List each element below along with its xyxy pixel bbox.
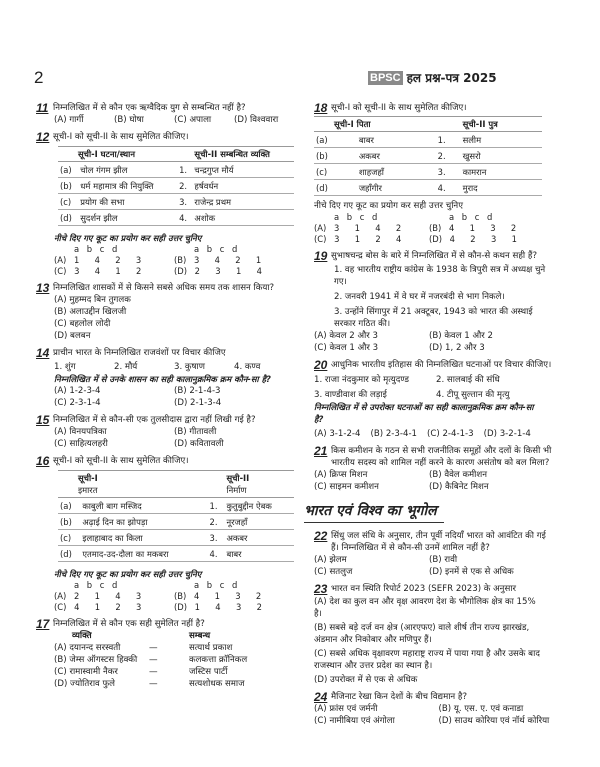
option-c: (C) 2-3-1-4 bbox=[54, 398, 101, 408]
option-c: (C) साइमन कमीशन bbox=[314, 482, 379, 492]
option-a: (A) केवल 2 और 3 bbox=[314, 331, 378, 341]
page-number: 2 bbox=[34, 68, 44, 87]
answer-key: a b c d a b c d (A) 1 4 2 3 (B) 3 4 2 1 (C) 3 4 1 2 (D) 2 3 1 4 bbox=[36, 244, 294, 277]
option-b: (B) 3 4 2 1 bbox=[174, 255, 262, 265]
option-a: (A) 1 4 2 3 bbox=[54, 255, 142, 265]
question-text: निम्नलिखित में से कौन एक ऋग्वैदिक युग से सम्बन्धित नहीं है? bbox=[53, 103, 246, 113]
section-heading: भारत एवं विश्व का भूगोल bbox=[304, 502, 444, 523]
option-a: (A) गार्गी bbox=[54, 115, 84, 125]
option-a: (A) देश का कुल वन और वृक्ष आवरण देश के भौगोलिक क्षेत्र का 15% है। bbox=[314, 597, 536, 619]
question-13 bbox=[36, 282, 294, 342]
option-d: (D) विश्ववारा bbox=[234, 115, 279, 125]
answer-key: a b c d a b c d (A) 2 1 4 3 (B) 4 1 3 2 (C) 4 1 2 3 (D) 1 4 3 2 bbox=[36, 580, 294, 613]
question-text: सूची-I को सूची-II के साथ सुमेलित कीजिए। bbox=[53, 456, 189, 466]
option-b: (B) सबसे बड़े दर्ज वन क्षेत्र (आरएफए) वाले शीर्ष तीन राज्य झारखंड, अंडमान और निकोबार और मणिपुर हैं। bbox=[314, 623, 530, 645]
option-b: (B) 4 1 3 2 bbox=[429, 223, 517, 233]
table-row: (b) धर्म महामात्र की नियुक्ति 2. हर्षवर्धन bbox=[58, 178, 294, 194]
sub-question: निम्नलिखित में से उनके शासन का सही कालानुक्रमिक क्रम कौन-सा है? bbox=[54, 374, 271, 384]
statement: 3. उन्होंने सिंगापुर में 21 अक्टूबर, 1943 को भारत की अस्थाई सरकार गठित की। bbox=[334, 307, 533, 329]
table-row: (a) काबुली बाग मस्जिद 1. कुतुबुद्दीन ऐबक bbox=[58, 498, 294, 514]
option-c: (C) नामीबिया एवं अंगोला bbox=[314, 716, 395, 726]
running-header bbox=[368, 70, 497, 86]
option-d: (D) 1 4 3 2 bbox=[174, 602, 262, 612]
question-text: किस कमीशन के गठन से सभी राजनीतिक समूहों और दलों के किसी भी भारतीय सदस्य को शामिल नहीं करने के कारण असंतोष को बल मिला? bbox=[331, 446, 552, 468]
question-18 bbox=[314, 102, 576, 245]
option-d: (D) साउथ कोरिया एवं नॉर्थ कोरिया bbox=[438, 716, 550, 726]
column-header: सूची-II पुत्र bbox=[461, 117, 542, 132]
option-b: (B) घोषा bbox=[114, 115, 144, 125]
question-number: 24 bbox=[314, 690, 328, 704]
question-20 bbox=[314, 359, 576, 440]
column-header: व्यक्ति bbox=[72, 631, 92, 641]
option-d: (D) 4 2 3 1 bbox=[429, 234, 517, 244]
table-row: (a) बाबर 1. सलीम bbox=[314, 132, 542, 148]
question-text: मैजिनाट रेखा किन देशों के बीच विद्यमान है? bbox=[331, 692, 468, 702]
table-row: (b) अढ़ाई दिन का झोपड़ा 2. नूरजहाँ bbox=[58, 514, 294, 530]
question-number: 20 bbox=[314, 358, 328, 372]
question-text: आधुनिक भारतीय इतिहास की निम्नलिखित घटनाओं पर विचार कीजिए। bbox=[331, 360, 552, 370]
option-b: (B) 4 1 3 2 bbox=[174, 591, 262, 601]
question-number: 21 bbox=[314, 444, 328, 458]
option-d: (D) कवितावली bbox=[174, 439, 224, 449]
question-text: सूची-I को सूची-II के साथ सुमेलित कीजिए। bbox=[331, 103, 467, 113]
question-text: सुभाषचन्द्र बोस के बारे में निम्नलिखित में से कौन-से कथन सही हैं? bbox=[331, 251, 538, 261]
option-a: (A) 1-2-3-4 bbox=[54, 386, 101, 396]
option-c: (C) रामास्वामी नैकर — जस्टिस पार्टी bbox=[54, 667, 228, 677]
question-text: प्राचीन भारत के निम्नलिखित राजवंशों पर विचार कीजिए bbox=[53, 348, 226, 358]
statement: 2. जनवरी 1941 में वे घर में नजरबंदी से भाग निकले। bbox=[334, 292, 505, 302]
option-c: (C) 2-4-1-3 bbox=[427, 429, 474, 439]
option-b: (B) यू. एस. ए. एवं कनाडा bbox=[438, 704, 524, 714]
option-b: (B) गीतावली bbox=[174, 427, 217, 437]
option-d: (D) उपरोक्त में से एक से अधिक bbox=[314, 675, 418, 685]
column-header: सूची-II सम्बन्धित व्यक्ति bbox=[192, 147, 294, 162]
question-text: निम्नलिखित में से कौन एक सही सुमेलित नहीं है? bbox=[53, 619, 205, 629]
option-c: (C) 3 1 2 4 bbox=[314, 234, 402, 244]
question-number: 14 bbox=[36, 346, 50, 360]
option-c: (C) साहित्यलहरी bbox=[54, 439, 108, 449]
item: 4. टीपू सुल्तान की मृत्यु bbox=[436, 390, 510, 400]
option-b: (B) 2-1-4-3 bbox=[174, 386, 221, 396]
option-c: (C) 4 1 2 3 bbox=[54, 602, 142, 612]
option-b: (B) रावी bbox=[429, 555, 458, 565]
option-c: (C) बहलोल लोदी bbox=[54, 319, 111, 329]
question-number: 17 bbox=[36, 617, 50, 631]
option-d: (D) 3-2-1-4 bbox=[483, 429, 531, 439]
option-a: (A) क्रिप्स मिशन bbox=[314, 470, 368, 480]
option-a: (A) विनयपत्रिका bbox=[54, 427, 107, 437]
option-c: (C) 3 4 1 2 bbox=[54, 266, 142, 276]
question-12 bbox=[36, 131, 294, 277]
question-number: 13 bbox=[36, 281, 50, 295]
question-number: 23 bbox=[314, 582, 328, 596]
match-table: सूची-I इमारत सूची-II निर्माण (a) काबुली बाग मस्जिद 1. कुतुबुद्दीन ऐबक (b) अढ़ाई दिन का झोपड़ा 2. नूरजहाँ (c) इलाहाबाद का किला 3. अकबर (d) एतमाद-उद-दौला का मकबरा 4. बाबर bbox=[58, 470, 294, 562]
question-14 bbox=[36, 347, 294, 409]
question-text: निम्नलिखित शासकों में से किसने सबसे अधिक समय तक शासन किया? bbox=[53, 283, 275, 293]
option-c: (C) सतलुज bbox=[314, 567, 353, 577]
key-instruction: नीचे दिए गए कूट का प्रयोग कर सही उत्तर चुनिए bbox=[54, 569, 202, 579]
option-c: (C) अपाला bbox=[174, 115, 212, 125]
table-row: (a) चोल गंगम झील 1. चन्द्रगुप्त मौर्य bbox=[58, 162, 294, 178]
key-instruction: नीचे दिए गए कूट का प्रयोग कर सही उत्तर चुनिए bbox=[54, 233, 202, 243]
item: 3. कुषाण bbox=[174, 362, 205, 372]
item: 2. सालबाई की संधि bbox=[436, 375, 500, 385]
table-row: (c) शाहजहाँ 3. कामरान bbox=[314, 164, 542, 180]
item: 3. वाण्डीवाश की लड़ाई bbox=[314, 390, 387, 400]
option-a: (A) झेलम bbox=[314, 555, 347, 565]
table-row: (d) एतमाद-उद-दौला का मकबरा 4. बाबर bbox=[58, 546, 294, 562]
answer-key: a b c d a b c d (A) 3 1 4 2 (B) 4 1 3 2 (C) 3 1 2 4 (D) 4 2 3 1 bbox=[314, 212, 544, 245]
statement: 1. वह भारतीय राष्ट्रीय कांग्रेस के 1938 के त्रिपुरी सत्र में अध्यक्ष चुने गए। bbox=[334, 265, 546, 287]
match-table bbox=[314, 116, 542, 196]
question-24 bbox=[314, 691, 576, 727]
question-16 bbox=[36, 455, 294, 613]
left-column bbox=[36, 102, 294, 690]
question-text: भारत वन स्थिति रिपोर्ट 2023 (SEFR 2023) के अनुसार bbox=[331, 584, 517, 594]
table-row: (c) इलाहाबाद का किला 3. अकबर bbox=[58, 530, 294, 546]
question-19 bbox=[314, 250, 576, 354]
option-a: (A) 3 1 4 2 bbox=[314, 223, 402, 233]
question-17 bbox=[36, 618, 294, 690]
option-c: (C) केवल 1 और 3 bbox=[314, 343, 379, 353]
option-a: (A) 2 1 4 3 bbox=[54, 591, 142, 601]
option-c: (C) सबसे अधिक वृक्षावरण महाराष्ट्र राज्य में पाया गया है और उसके बाद राजस्थान और उत्तर प्रदेश का स्थान है। bbox=[314, 649, 540, 671]
header-title: हल प्रश्न-पत्र 2025 bbox=[406, 71, 497, 85]
option-a: (A) मुहम्मद बिन तुगलक bbox=[54, 295, 131, 305]
item: 4. कण्व bbox=[234, 362, 261, 372]
item: 1. शुंग bbox=[54, 362, 76, 372]
question-11 bbox=[36, 102, 294, 126]
question-number: 11 bbox=[36, 101, 49, 115]
option-b: (B) केवल 1 और 2 bbox=[429, 331, 493, 341]
column-header: सूची-II bbox=[226, 473, 250, 483]
sub-question: निम्नलिखित में से उपरोक्त घटनाओं का सही कालानुक्रमिक क्रम कौन-सा है? bbox=[314, 402, 534, 424]
option-d: (D) इनमें से एक से अधिक bbox=[429, 567, 514, 577]
question-number: 18 bbox=[314, 101, 328, 115]
option-b: (B) वैवेल कमीशन bbox=[429, 470, 488, 480]
option-d: (D) कैबिनेट मिशन bbox=[429, 482, 489, 492]
option-d: (D) 1, 2 और 3 bbox=[429, 343, 485, 353]
right-column bbox=[304, 101, 576, 727]
question-number: 16 bbox=[36, 454, 50, 468]
option-d: (D) 2 3 1 4 bbox=[174, 266, 262, 276]
option-d: (D) 2-1-3-4 bbox=[174, 398, 222, 408]
option-b: (B) जेम्स ऑगस्टस हिक्की — कलकत्ता क्रॉनिकल bbox=[54, 655, 248, 665]
question-21 bbox=[314, 445, 576, 493]
column-header: सूची-I bbox=[78, 473, 98, 483]
option-a: (A) 3-1-2-4 bbox=[314, 429, 361, 439]
item: 1. राजा नंदकुमार को मृत्युदण्ड bbox=[314, 375, 409, 385]
column-header: सूची-I घटना/स्थान bbox=[58, 147, 177, 162]
question-number: 22 bbox=[314, 529, 328, 543]
question-23 bbox=[314, 583, 576, 686]
option-a: (A) फ्रांस एवं जर्मनी bbox=[314, 704, 378, 714]
question-number: 15 bbox=[36, 413, 50, 427]
table-row: (b) अकबर 2. खुसरो bbox=[314, 148, 542, 164]
question-number: 12 bbox=[36, 130, 50, 144]
key-instruction: नीचे दिए गए कूट का प्रयोग कर सही उत्तर चुनिए bbox=[314, 201, 463, 211]
match-table bbox=[58, 146, 294, 226]
item: 2. मौर्य bbox=[114, 362, 138, 372]
column-header: सम्बन्ध bbox=[189, 631, 211, 641]
option-d: (D) ज्योतिराव फुले — सत्यशोधक समाज bbox=[54, 679, 245, 689]
question-text: निम्नलिखित में से कौन-सी एक तुलसीदास द्वारा नहीं लिखी गई है? bbox=[53, 415, 256, 425]
table-row: (d) सुदर्शन झील 4. अशोक bbox=[58, 210, 294, 226]
question-22 bbox=[314, 530, 576, 578]
question-number: 19 bbox=[314, 249, 328, 263]
column-header: सूची-I पिता bbox=[314, 117, 436, 132]
question-text: सूची-I को सूची-II के साथ सुमेलित कीजिए। bbox=[53, 132, 189, 142]
table-row: (c) प्रयोग की सभा 3. राजेन्द्र प्रथम bbox=[58, 194, 294, 210]
question-text: सिंधु जल संधि के अनुसार, तीन पूर्वी नदियाँ भारत को आवंटित की गई हैं। निम्नलिखित में से कौन-सी उनमें शामिल नहीं है? bbox=[331, 531, 546, 553]
question-15 bbox=[36, 414, 294, 450]
option-d: (D) बलबन bbox=[54, 331, 91, 341]
option-a: (A) दयानन्द सरस्वती — सत्यार्थ प्रकाश bbox=[54, 643, 233, 653]
option-b: (B) अलाउद्दीन खिलजी bbox=[54, 307, 127, 317]
table-row: (d) जहाँगीर 4. मुराद bbox=[314, 180, 542, 196]
exam-badge: BPSC bbox=[370, 72, 401, 84]
option-b: (B) 2-3-4-1 bbox=[370, 429, 418, 439]
